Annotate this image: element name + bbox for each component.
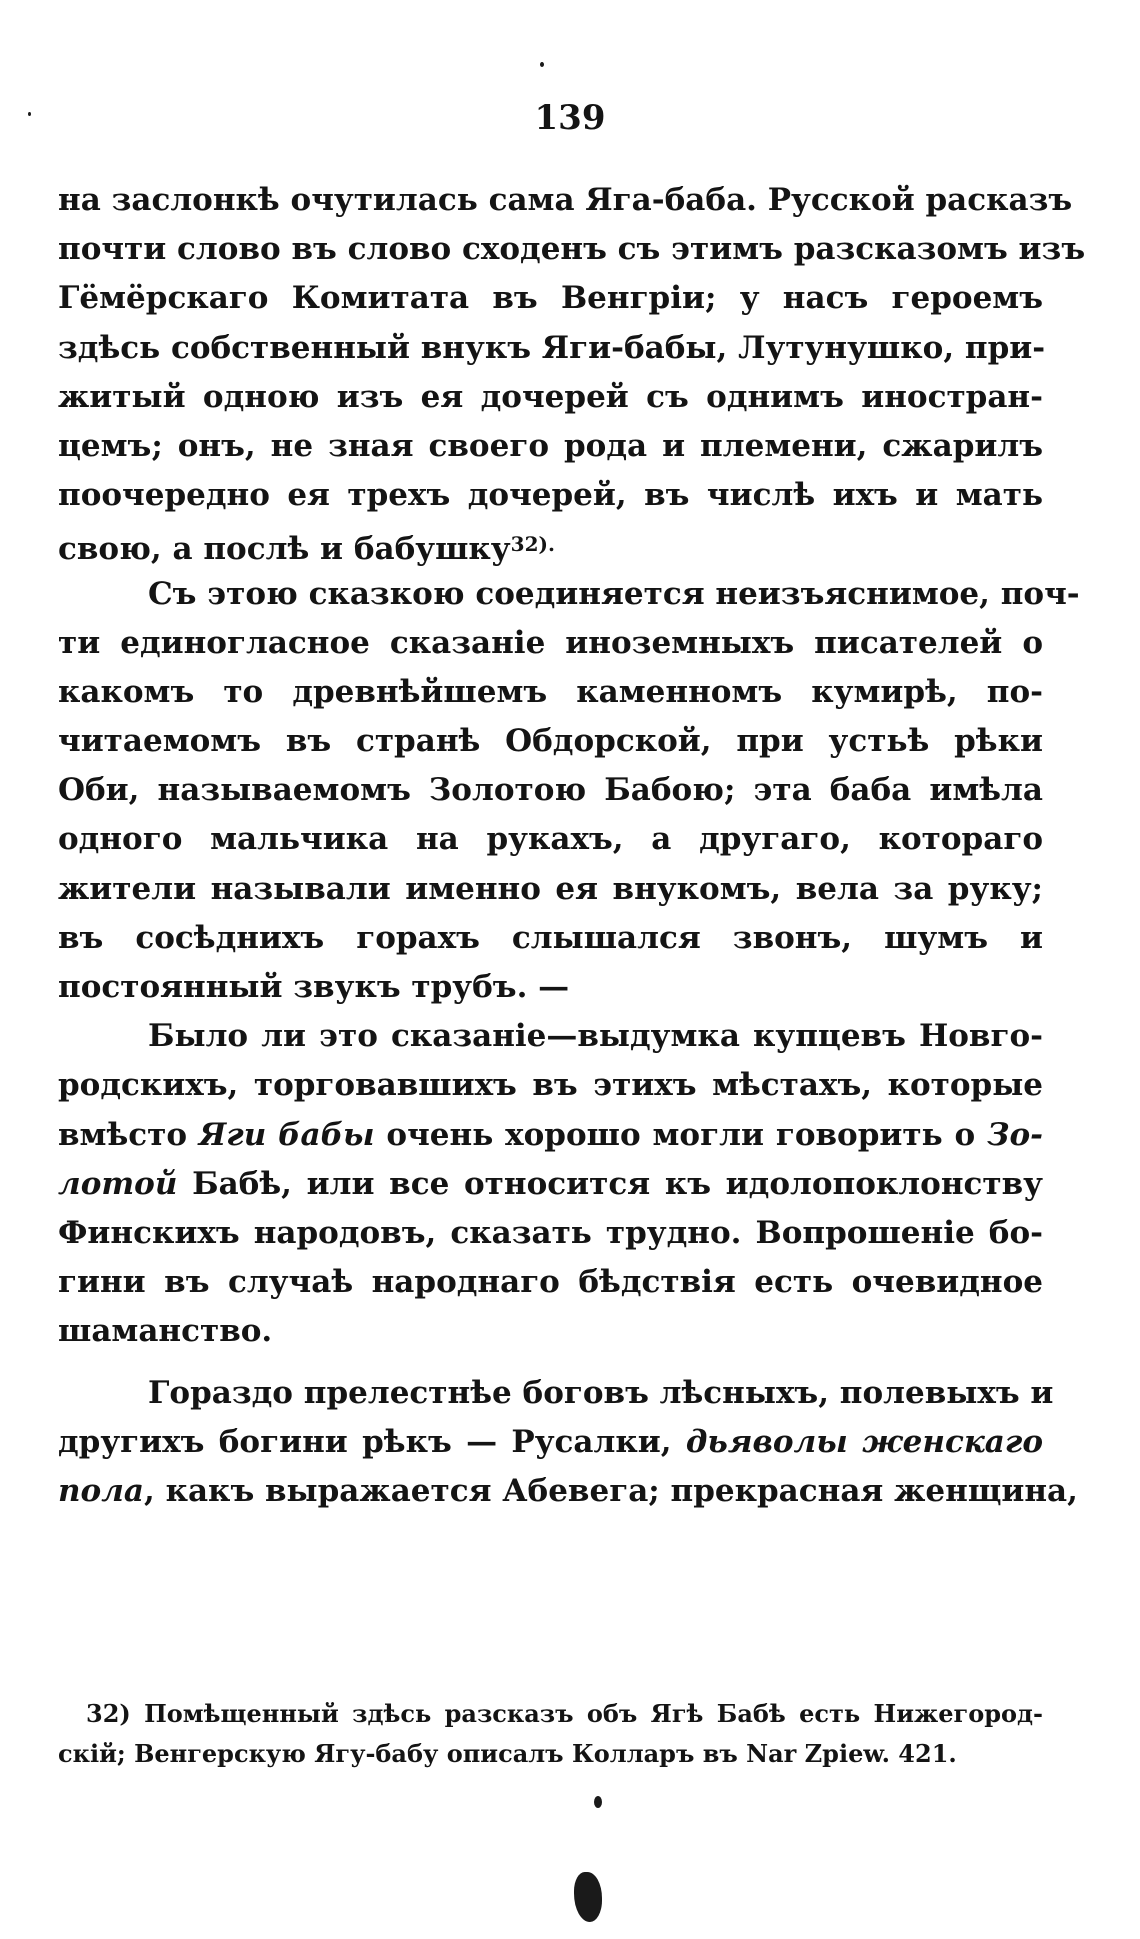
paragraph-1 <box>58 176 1086 570</box>
footnote-reference: 32). <box>510 532 555 557</box>
text-line: на заслонкѣ очутилась сама Яга-баба. Русской расказъ <box>58 182 1073 218</box>
footnote-line: 32) Помѣщенный здѣсь разсказъ объ Ягѣ Бабѣ есть Нижегород- <box>86 1699 1043 1728</box>
text-fragment: свою, а послѣ и бабушку <box>58 531 511 568</box>
main-text <box>58 176 1086 1516</box>
text-fragment: другихъ богини рѣкъ — Русалки, <box>58 1423 686 1460</box>
page-number: 139 <box>534 98 606 138</box>
text-line: поочередно ея трехъ дочерей, въ числѣ ихъ и мать <box>58 477 1043 514</box>
text-fragment: , какъ выражается Абевега; прекрасная женщина, <box>144 1472 1078 1509</box>
text-line: житый одною изъ ея дочерей съ однимъ иностран- <box>58 378 1043 415</box>
italic-text: пола <box>58 1472 144 1509</box>
text-line: гини въ случаѣ народнаго бѣдствія есть очевидное <box>58 1264 1043 1301</box>
text-line <box>58 520 1043 569</box>
text-line: почти слово въ слово сходенъ съ этимъ разсказомъ изъ <box>58 231 1086 268</box>
ink-speck <box>540 62 544 67</box>
text-line: Оби, называемомъ Золотою Бабою; эта баба имѣла <box>58 772 1043 809</box>
italic-text: Зо- <box>987 1116 1044 1153</box>
text-line: Гёмёрскаго Комитата въ Венгріи; у насъ героемъ <box>58 280 1043 317</box>
text-line: Финскихъ народовъ, сказать трудно. Вопрошеніе бо- <box>58 1214 1043 1251</box>
text-line: Было ли это сказаніе—выдумка купцевъ Новго- <box>148 1018 1043 1055</box>
italic-text: Яги бабы <box>198 1116 375 1153</box>
italic-text: дьяволы женскаго <box>685 1423 1043 1460</box>
ink-blot <box>574 1872 602 1922</box>
text-line: какомъ то древнѣйшемъ каменномъ кумирѣ, по- <box>58 673 1043 710</box>
text-line <box>58 1467 1078 1516</box>
text-fragment: Бабѣ, или все относится къ идолопоклонству <box>177 1165 1043 1202</box>
text-line: одного мальчика на рукахъ, а другаго, котораго <box>58 821 1043 858</box>
text-line: жители называли именно ея внукомъ, вела за руку; <box>58 870 1043 907</box>
ink-speck <box>28 112 31 116</box>
text-line: читаемомъ въ странѣ Обдорской, при устьѣ рѣки <box>58 723 1043 760</box>
ink-speck <box>594 1796 602 1808</box>
footnotes <box>58 1694 1043 1774</box>
text-line: здѣсь собственный внукъ Яги-бабы, Лутунушко, при- <box>58 329 1046 366</box>
paragraph-2 <box>58 570 1080 1357</box>
text-line: постоянный звукъ трубъ. — <box>58 969 570 1005</box>
text-fragment: вмѣсто <box>58 1116 199 1153</box>
text-line: Гораздо прелестнѣе боговъ лѣсныхъ, полевыхъ и <box>148 1374 1054 1411</box>
text-line <box>58 1111 1043 1160</box>
text-line: родскихъ, торговавшихъ въ этихъ мѣстахъ, которые <box>58 1067 1043 1104</box>
paragraph-3 <box>58 1369 1078 1517</box>
paragraph-gap <box>58 1357 1043 1369</box>
text-line: въ сосѣднихъ горахъ слышался звонъ, шумъ и <box>58 919 1043 956</box>
text-fragment: очень хорошо могли говорить о <box>374 1116 988 1153</box>
footnote-line: скій; Венгерскую Ягу-бабу описалъ Колларъ въ Nar Zpiew. 421. <box>58 1739 957 1768</box>
text-line <box>58 1418 1043 1467</box>
text-line: ти единогласное сказаніе иноземныхъ писателей о <box>58 624 1043 661</box>
text-line: шаманство. <box>58 1313 273 1350</box>
text-line: цемъ; онъ, не зная своего рода и племени, сжарилъ <box>58 427 1043 464</box>
italic-text: лотой <box>58 1165 178 1202</box>
text-line <box>58 1160 1043 1209</box>
text-line: Съ этою сказкою соединяется неизъяснимое, поч- <box>148 575 1080 612</box>
